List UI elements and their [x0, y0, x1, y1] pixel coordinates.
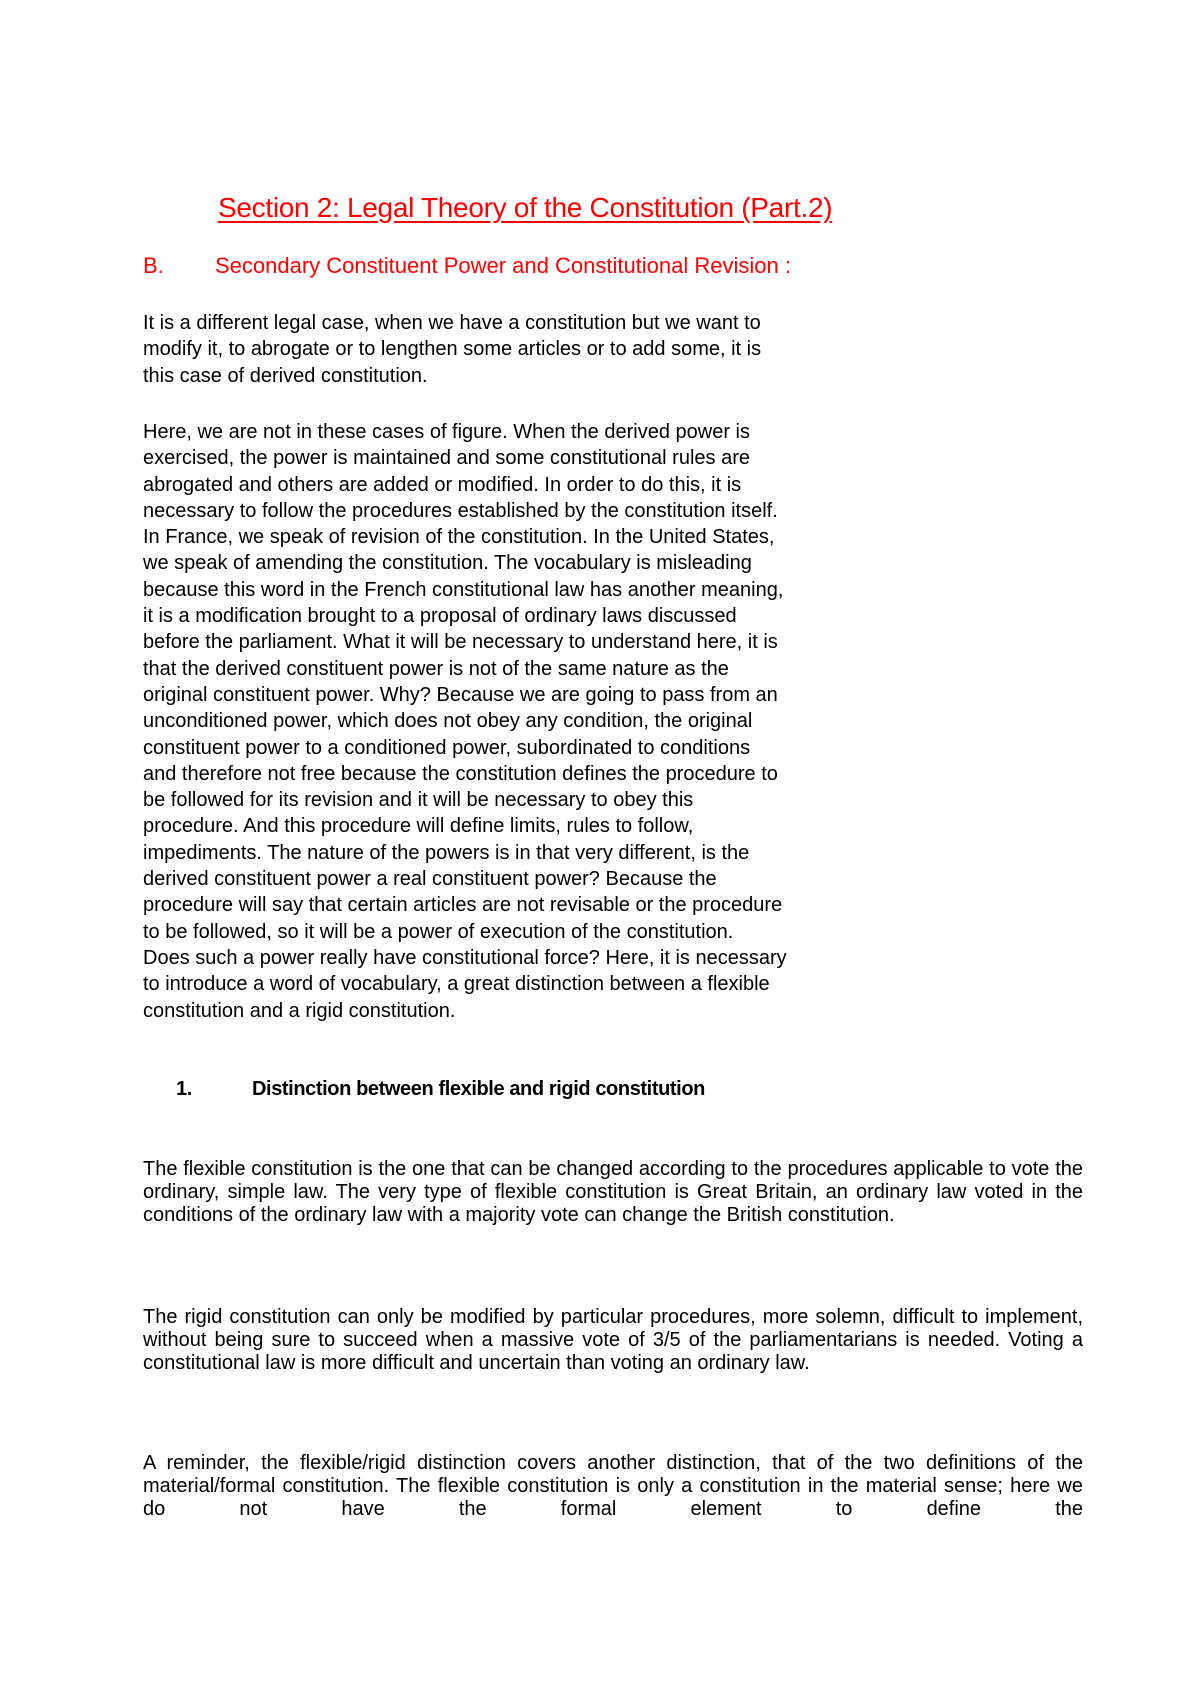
section-b-marker: B. — [143, 253, 164, 278]
paragraph-reminder: A reminder, the flexible/rigid distinction covers another distinction, that of the two definitions of the material/formal constitution. The flexible constitution is only a constitution in the material sense; here we do not have the formal element to define the — [143, 1452, 1083, 1520]
section-b-heading — [143, 252, 791, 280]
paragraph-flexible-constitution: The flexible constitution is the one that can be changed according to the procedures applicable to vote the ordinary, simple law. The very type of flexible constitution is Great Britain, an ordinary law voted in the conditions of the ordinary law with a majority vote can change the British constitution. — [143, 1158, 1083, 1226]
subsection-1-number: 1. — [176, 1078, 192, 1100]
page-title: Section 2: Legal Theory of the Constitution (Part.2) — [218, 192, 833, 223]
section-b-heading-text: Secondary Constituent Power and Constitutional Revision : — [215, 253, 791, 278]
paragraph-rigid-constitution: The rigid constitution can only be modified by particular procedures, more solemn, difficult to implement, without being sure to succeed when a massive vote of 3/5 of the parliamentarians is needed. Voting a constitutional law is more difficult and uncertain than voting an ordinary law. — [143, 1306, 1083, 1374]
paragraph-derived-constitution: It is a different legal case, when we have a constitution but we want to modify it, to abrogate or to lengthen some articles or to add some, it is this case of derived constitution. — [143, 312, 762, 387]
paragraph-derived-power: Here, we are not in these cases of figure. When the derived power is exercised, the power is maintained and some constitutional rules are abrogated and others are added or modified. In order to do this, it is necessary to follow the procedures established by the constitution itself. In France, we speak of revision of the constitution. In the United States, we speak of amending the constitution. The vocabulary is misleading because this word in the French constitutional law has another meaning, it is a modification brought to a proposal of ordinary laws discussed before the parliament. What it will be necessary to understand here, it is that the derived constituent power is not of the same nature as the original constituent power. Why? Because we are going to pass from an unconditioned power, which does not obey any condition, the original constituent power to a conditioned power, subordinated to conditions and therefore not free because the constitution defines the procedure to be followed for its revision and it will be necessary to obey this procedure. And this procedure will define limits, rules to follow, impediments. The nature of the powers is in that very different, is the derived constituent power a real constituent power? Because the procedure will say that certain articles are not revisable or the procedure to be followed, so it will be a power of execution of the constitution. Does such a power really have constitutional force? Here, it is necessary to introduce a word of vocabulary, a great distinction between a flexible constitution and a rigid constitution. — [143, 421, 787, 1022]
subsection-1-heading — [176, 1076, 705, 1102]
subsection-1-heading-text: Distinction between flexible and rigid constitution — [252, 1078, 705, 1100]
